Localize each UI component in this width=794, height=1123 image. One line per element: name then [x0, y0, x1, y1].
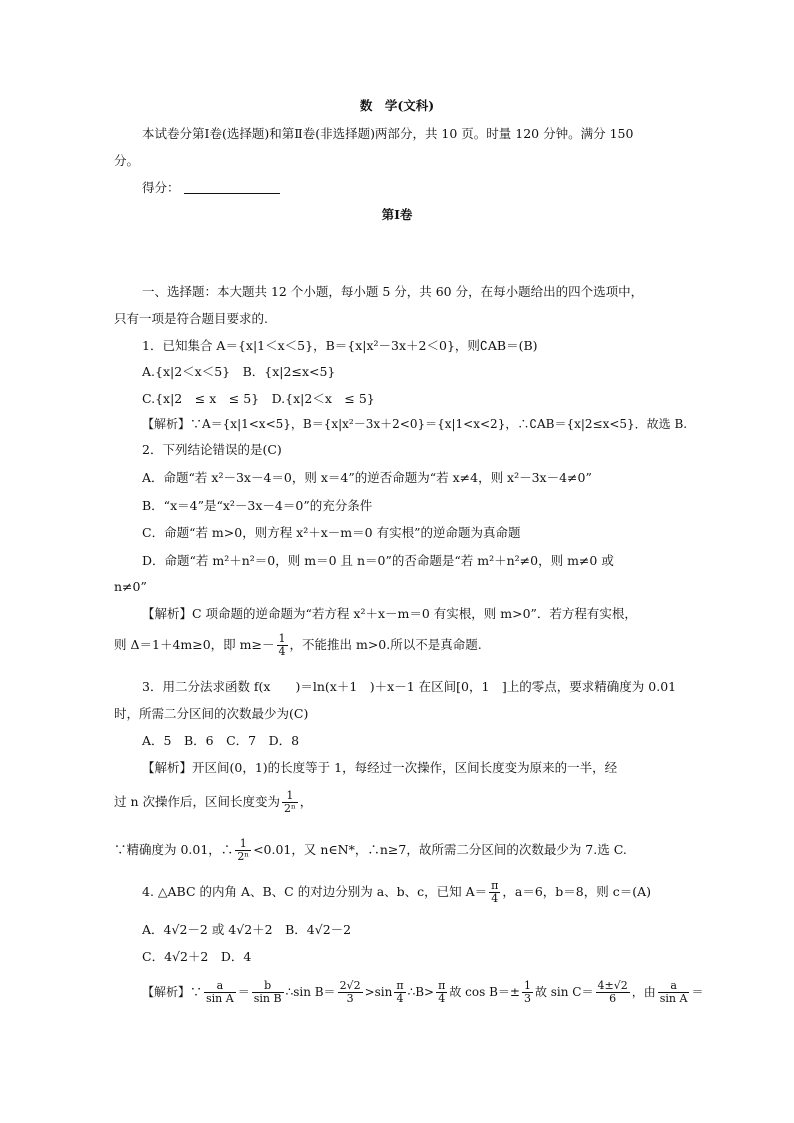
fraction-one-over-2n — [282, 790, 298, 815]
fraction-numerator: a — [658, 980, 690, 993]
fraction-denominator: 3 — [523, 992, 531, 1005]
score-blank — [184, 181, 280, 194]
fraction-4pmroot2-over-6 — [596, 980, 630, 1005]
fraction-one-over-2n — [235, 838, 251, 863]
intro-text-line-1: 本试卷分第Ⅰ卷(选择题)和第Ⅱ卷(非选择题)两部分，共 10 页。时量 120 分钟。满分 150 — [142, 126, 634, 141]
q2-stem: 2．下列结论错误的是(C) — [142, 442, 282, 457]
q3-analysis-text-a: 过 n 次操作后，区间长度变为 — [114, 794, 280, 809]
q2-option-a: A．命题“若 x²－3x－4＝0，则 x＝4”的逆否命题为“若 x≠4，则 x²－3x－4≠0” — [142, 470, 592, 485]
fraction-denominator: 4 — [491, 892, 499, 905]
q2-option-b: B．“x＝4”是“x²－3x－4＝0”的充分条件 — [142, 498, 373, 513]
fraction-denominator: 4 — [438, 992, 446, 1005]
q4-stem-text-a: 4. △ABC 的内角 A、B、C 的对边分别为 a、b、c，已知 A＝ — [142, 884, 488, 899]
q1-stem: 1．已知集合 A＝{x|1＜x＜5}，B＝{x|x²－3x＋2＜0}，则∁AB＝(B) — [142, 338, 538, 353]
score-label: 得分： — [142, 180, 180, 195]
q4-analysis-text-c: >sin — [364, 985, 393, 999]
fraction-denominator: 2ⁿ — [237, 850, 250, 863]
q1-options-ab: A.{x|2＜x＜5} B．{x|2≤x<5} — [142, 364, 336, 379]
equals-sign: ＝ — [237, 985, 250, 999]
q3-stem-line-2: 时，所需二分区间的次数最少为(C) — [114, 706, 309, 721]
fraction-numerator: 1 — [282, 790, 298, 803]
q3-stem-line-1: 3．用二分法求函数 f(x )＝ln(x＋1 )＋x－1 在区间[0，1 ]上的零点，要求精确度为 0.01 — [142, 679, 677, 694]
q3-analysis-text-b: ， — [299, 794, 313, 809]
fraction-denominator: sin A — [659, 992, 688, 1005]
q2-analysis-text-a: 则 Δ＝1＋4m≥0，即 m≥－ — [114, 637, 275, 652]
q3-analysis-text-c: ∵精确度为 0.01，∴ — [114, 842, 234, 857]
q4-options-cd: C．4√2＋2 D．4 — [142, 949, 252, 964]
q4-stem-text-b: ，a＝6，b＝8，则 c＝(A) — [502, 884, 652, 899]
q4-analysis-text-a: 【解析】∵ — [142, 985, 203, 999]
exam-title: 数 学(文科) — [359, 98, 435, 113]
fraction-numerator: 1 — [278, 632, 286, 645]
fraction-denominator: 4 — [278, 645, 286, 658]
q2-option-d-line-1: D．命题“若 m²＋n²＝0，则 m＝0 且 n＝0”的否命题是“若 m²＋n²≠0，则 m≠0 或 — [142, 553, 614, 568]
intro-text-line-2: 分。 — [114, 153, 140, 168]
fraction-pi-over-4 — [489, 880, 500, 905]
fraction-pi-over-4 — [436, 980, 447, 1005]
section-heading-line-1: 一、选择题：本大题共 12 个小题，每小题 5 分，共 60 分，在每小题给出的四个选项中， — [142, 284, 644, 299]
fraction-denominator: sin B — [253, 992, 282, 1005]
q4-analysis-text-e: 故 cos B＝± — [449, 985, 520, 999]
fraction-numerator: π — [438, 979, 446, 992]
q2-analysis-text-b: ，不能推出 m>0.所以不是真命题. — [289, 637, 482, 652]
fraction-numerator: b — [252, 980, 284, 993]
fraction-a-over-sinA — [204, 980, 236, 1005]
q2-option-d-line-2: n≠0” — [114, 579, 147, 594]
fraction-numerator: a — [204, 980, 236, 993]
fraction-b-over-sinB — [252, 980, 284, 1005]
q4-analysis-text-b: ∴sin B＝ — [285, 985, 336, 999]
fraction-denominator: 4 — [396, 992, 404, 1005]
part-title: 第Ⅰ卷 — [381, 207, 413, 222]
q3-analysis-text-d: <0.01，又 n∈N*，∴n≥7，故所需二分区间的次数最少为 7.选 C. — [253, 842, 627, 857]
q4-analysis-text-h: ＝ — [691, 985, 704, 999]
fraction-numerator: 1 — [523, 979, 531, 992]
q1-options-cd: C.{x|2 ≤ x ≤ 5} D.{x|2＜x ≤ 5} — [142, 391, 375, 406]
fraction-one-third — [522, 980, 533, 1005]
fraction-denominator: sin A — [206, 992, 234, 1005]
fraction-denominator: 3 — [346, 992, 354, 1005]
fraction-numerator: π — [396, 979, 404, 992]
q3-analysis-line-1: 【解析】开区间(0，1)的长度等于 1，每经过一次操作，区间长度变为原来的一半，经 — [142, 760, 618, 775]
fraction-denominator: 6 — [609, 992, 617, 1005]
q3-analysis-line-3 — [114, 838, 627, 863]
q4-analysis-text-f: 故 sin C＝ — [534, 985, 594, 999]
q3-analysis-line-2 — [114, 790, 312, 815]
q2-analysis-line-1: 【解析】C 项命题的逆命题为“若方程 x²＋x－m＝0 有实根，则 m>0”．若方程有实根， — [142, 606, 637, 621]
fraction-pi-over-4 — [394, 980, 405, 1005]
q2-option-c: C．命题“若 m>0，则方程 x²＋x－m＝0 有实根”的逆命题为真命题 — [142, 525, 521, 540]
section-heading-line-2: 只有一项是符合题目要求的. — [114, 311, 268, 326]
fraction-numerator: 4±√2 — [597, 979, 628, 992]
q4-analysis — [142, 980, 703, 1005]
q2-analysis-line-2 — [114, 633, 482, 658]
q4-analysis-text-g: ，由 — [631, 985, 656, 999]
fraction-numerator: 1 — [235, 838, 251, 851]
fraction-one-quarter — [277, 633, 288, 658]
q4-stem — [142, 880, 651, 905]
q1-analysis: 【解析】∵A＝{x|1<x<5}，B＝{x|x²－3x＋2<0}＝{x|1<x<2}，∴∁AB＝{x|2≤x<5}．故选 B. — [142, 417, 688, 431]
fraction-numerator: 2√2 — [339, 979, 361, 992]
q3-options: A．5 B．6 C．7 D．8 — [142, 733, 300, 748]
fraction-numerator: π — [491, 879, 499, 892]
q4-analysis-text-d: ∴B> — [407, 985, 435, 999]
fraction-2root2-over-3 — [338, 980, 363, 1005]
q4-options-ab: A．4√2－2 或 4√2＋2 B．4√2－2 — [142, 922, 352, 937]
score-field — [142, 180, 280, 196]
fraction-a-over-sinA — [658, 980, 690, 1005]
fraction-denominator: 2ⁿ — [284, 802, 296, 815]
